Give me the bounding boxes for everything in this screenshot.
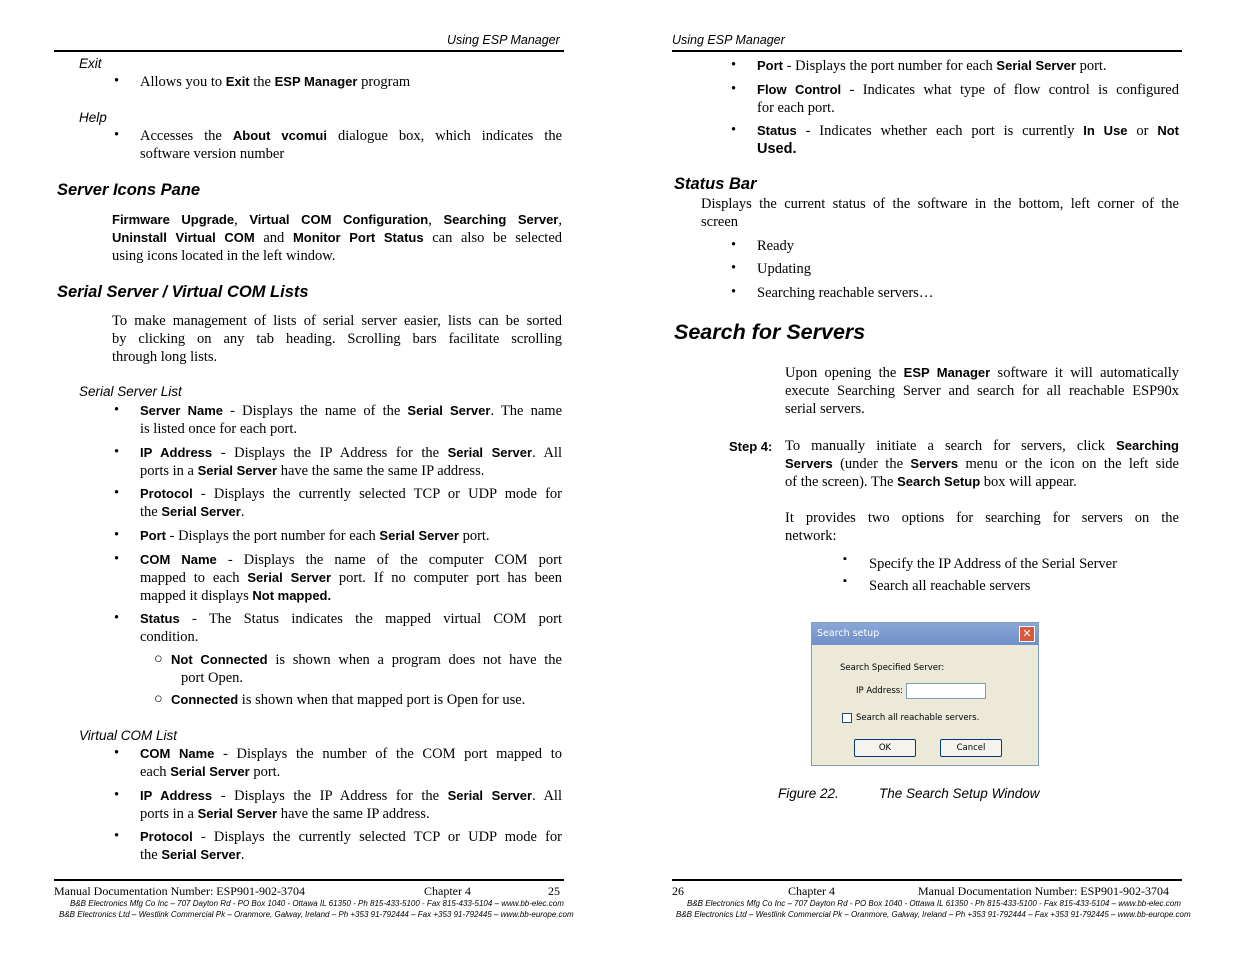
ssl-com-line2: mapped to each Serial Server port. If no computer port has been	[140, 570, 562, 586]
bullet-icon: •	[731, 237, 737, 253]
search-p-line3: serial servers.	[785, 401, 865, 417]
right-footer-line1: B&B Electronics Mfg Co Inc – 707 Dayton Rd - PO Box 1040 - Ottawa IL 61350 - Ph 815-433-5100 - Fax 815-433-5104 – www.bb-elec.com	[687, 899, 1181, 908]
bullet-icon: •	[114, 745, 120, 761]
vcl-ip-line2: ports in a Serial Server have the same IP address.	[140, 806, 430, 822]
vcl-com-line2: each Serial Server port.	[140, 764, 281, 780]
bullet-icon: •	[731, 57, 737, 73]
right-footer-line2: B&B Electronics Ltd – Westlink Commercial Pk – Oranmore, Galway, Ireland – Ph +353 91-792444 – Fax +353 91-792445 – www.bb-europe.com	[676, 910, 1191, 919]
search-all-label: Search all reachable servers.	[856, 713, 980, 723]
step-line1: To manually initiate a search for servers, click Searching	[785, 438, 1179, 454]
right-flow-line2: for each port.	[757, 100, 835, 116]
bullet-icon: •	[114, 127, 120, 143]
bullet-icon: •	[731, 284, 737, 300]
square-bullet-icon: ▪	[843, 575, 847, 587]
dialog-title: Search setup	[817, 628, 880, 639]
bullet-icon: •	[114, 787, 120, 803]
step-line2: Servers (under the Servers menu or the icon on the left side	[785, 456, 1179, 472]
ssl-com-line3: mapped it displays Not mapped.	[140, 588, 332, 604]
circle-bullet-icon: ○	[154, 651, 163, 667]
right-status-line1: Status - Indicates whether each port is currently In Use or Not	[757, 123, 1179, 139]
status-bar-heading: Status Bar	[674, 175, 757, 193]
ssl-status-line2: condition.	[140, 629, 199, 645]
option-item: Search all reachable servers	[869, 578, 1031, 594]
ssl-ip-line2: ports in a Serial Server have the same the same IP address.	[140, 463, 485, 479]
vcl-protocol-line1: Protocol - Displays the currently selected TCP or UDP mode for	[140, 829, 562, 845]
ok-button[interactable]: OK	[854, 739, 916, 757]
bullet-icon: •	[114, 610, 120, 626]
left-footer-doc: Manual Documentation Number: ESP901-902-3704	[54, 884, 305, 898]
option-item: Specify the IP Address of the Serial Server	[869, 556, 1117, 572]
figure-caption: The Search Setup Window	[879, 786, 1040, 801]
figure-label: Figure 22.	[778, 786, 839, 801]
lists-p-line3: through long lists.	[112, 349, 218, 365]
virtual-com-list-heading: Virtual COM List	[79, 728, 178, 743]
ssl-protocol-line2: the Serial Server.	[140, 504, 245, 520]
lists-p-line1: To make management of lists of serial server easier, lists can be sorted	[112, 313, 562, 329]
ip-address-label: IP Address:	[856, 686, 904, 696]
right-port: Port - Displays the port number for each Serial Server port.	[757, 58, 1107, 74]
status-bar-line2: screen	[701, 214, 739, 230]
left-page-header: Using ESP Manager	[447, 33, 560, 47]
help-bullet-line2: software version number	[140, 146, 285, 162]
left-header-rule	[54, 50, 564, 52]
bullet-icon: •	[731, 260, 737, 276]
ssl-not-connected-line1: Not Connected is shown when a program does not have the	[171, 652, 562, 668]
ssl-not-connected-line2: port Open.	[181, 670, 244, 686]
bullet-icon: •	[731, 81, 737, 97]
search-p-line1: Upon opening the ESP Manager software it will automatically	[785, 365, 1179, 381]
bullet-icon: •	[731, 122, 737, 138]
search-setup-dialog	[811, 622, 1039, 766]
ssl-status-line1: Status - The Status indicates the mapped virtual COM port	[140, 611, 562, 627]
bullet-icon: •	[114, 551, 120, 567]
help-heading: Help	[79, 110, 107, 125]
search-specified-label: Search Specified Server:	[840, 663, 945, 673]
dialog-titlebar	[812, 623, 1038, 645]
lists-p-line2: by clicking on any tab heading. Scrolling bars facilitate scrolling	[112, 331, 562, 347]
options-line2: network:	[785, 528, 837, 544]
lists-heading: Serial Server / Virtual COM Lists	[57, 283, 309, 301]
server-icons-heading: Server Icons Pane	[57, 181, 201, 199]
ssl-connected: Connected is shown when that mapped port is Open for use.	[171, 692, 526, 708]
ip-address-input[interactable]	[906, 683, 986, 699]
vcl-ip-line1: IP Address - Displays the IP Address for the Serial Server. All	[140, 788, 562, 804]
search-all-checkbox[interactable]	[842, 713, 852, 723]
right-page-header: Using ESP Manager	[672, 33, 785, 47]
right-footer-chapter: Chapter 4	[788, 884, 835, 898]
status-item: Searching reachable servers…	[757, 285, 934, 301]
exit-heading: Exit	[79, 56, 102, 71]
left-footer-chapter: Chapter 4	[424, 884, 471, 898]
circle-bullet-icon: ○	[154, 691, 163, 707]
bullet-icon: •	[114, 485, 120, 501]
left-footer-page: 25	[548, 884, 560, 898]
right-footer-page: 26	[672, 884, 684, 898]
search-heading: Search for Servers	[674, 320, 866, 344]
ssl-com-line1: COM Name - Displays the name of the computer COM port	[140, 552, 562, 568]
bullet-icon: •	[114, 527, 120, 543]
bullet-icon: •	[114, 402, 120, 418]
bullet-icon: •	[114, 73, 120, 89]
status-item: Ready	[757, 238, 795, 254]
bullet-icon: •	[114, 828, 120, 844]
square-bullet-icon: ▪	[843, 553, 847, 565]
left-footer-rule	[54, 879, 564, 881]
cancel-button[interactable]: Cancel	[940, 739, 1002, 757]
left-footer-line1: B&B Electronics Mfg Co Inc – 707 Dayton Rd - PO Box 1040 - Ottawa IL 61350 - Ph 815-433-5100 - Fax 815-433-5104 – www.bb-elec.com	[70, 899, 564, 908]
right-footer-rule	[672, 879, 1182, 881]
left-footer-line2: B&B Electronics Ltd – Westlink Commercial Pk – Oranmore, Galway, Ireland – Ph +353 91-792444 – Fax +353 91-792445 – www.bb-europe.com	[59, 910, 574, 919]
options-line1: It provides two options for searching for servers on the	[785, 510, 1179, 526]
close-icon[interactable]: ✕	[1019, 626, 1035, 642]
vcl-com-line1: COM Name - Displays the number of the COM port mapped to	[140, 746, 562, 762]
server-icons-line1: Firmware Upgrade, Virtual COM Configuration, Searching Server,	[112, 212, 562, 228]
exit-bullet: Allows you to Exit the ESP Manager program	[140, 74, 411, 90]
right-flow-line1: Flow Control - Indicates what type of flow control is configured	[757, 82, 1179, 98]
status-item: Updating	[757, 261, 811, 277]
right-footer-doc: Manual Documentation Number: ESP901-902-3704	[918, 884, 1169, 898]
step-line3: of the screen). The Search Setup box will appear.	[785, 474, 1077, 490]
search-p-line2: execute Searching Server and search for all reachable ESP90x	[785, 383, 1179, 399]
help-bullet-line1: Accesses the About vcomui dialogue box, which indicates the	[140, 128, 563, 144]
step-label: Step 4:	[729, 439, 773, 454]
server-icons-line3: using icons located in the left window.	[112, 248, 336, 264]
ssl-server-name-line2: is listed once for each port.	[140, 421, 298, 437]
ssl-port: Port - Displays the port number for each Serial Server port.	[140, 528, 490, 544]
ssl-ip-line1: IP Address - Displays the IP Address for the Serial Server. All	[140, 445, 562, 461]
status-bar-line1: Displays the current status of the software in the bottom, left corner of the	[701, 196, 1179, 212]
ssl-server-name-line1: Server Name - Displays the name of the Serial Server. The name	[140, 403, 563, 419]
server-icons-line2: Uninstall Virtual COM and Monitor Port Status can also be selected	[112, 230, 563, 246]
bullet-icon: •	[114, 444, 120, 460]
vcl-protocol-line2: the Serial Server.	[140, 847, 245, 863]
right-status-line2: Used.	[757, 141, 797, 157]
serial-server-list-heading: Serial Server List	[79, 384, 182, 399]
ssl-protocol-line1: Protocol - Displays the currently selected TCP or UDP mode for	[140, 486, 562, 502]
right-header-rule	[672, 50, 1182, 52]
